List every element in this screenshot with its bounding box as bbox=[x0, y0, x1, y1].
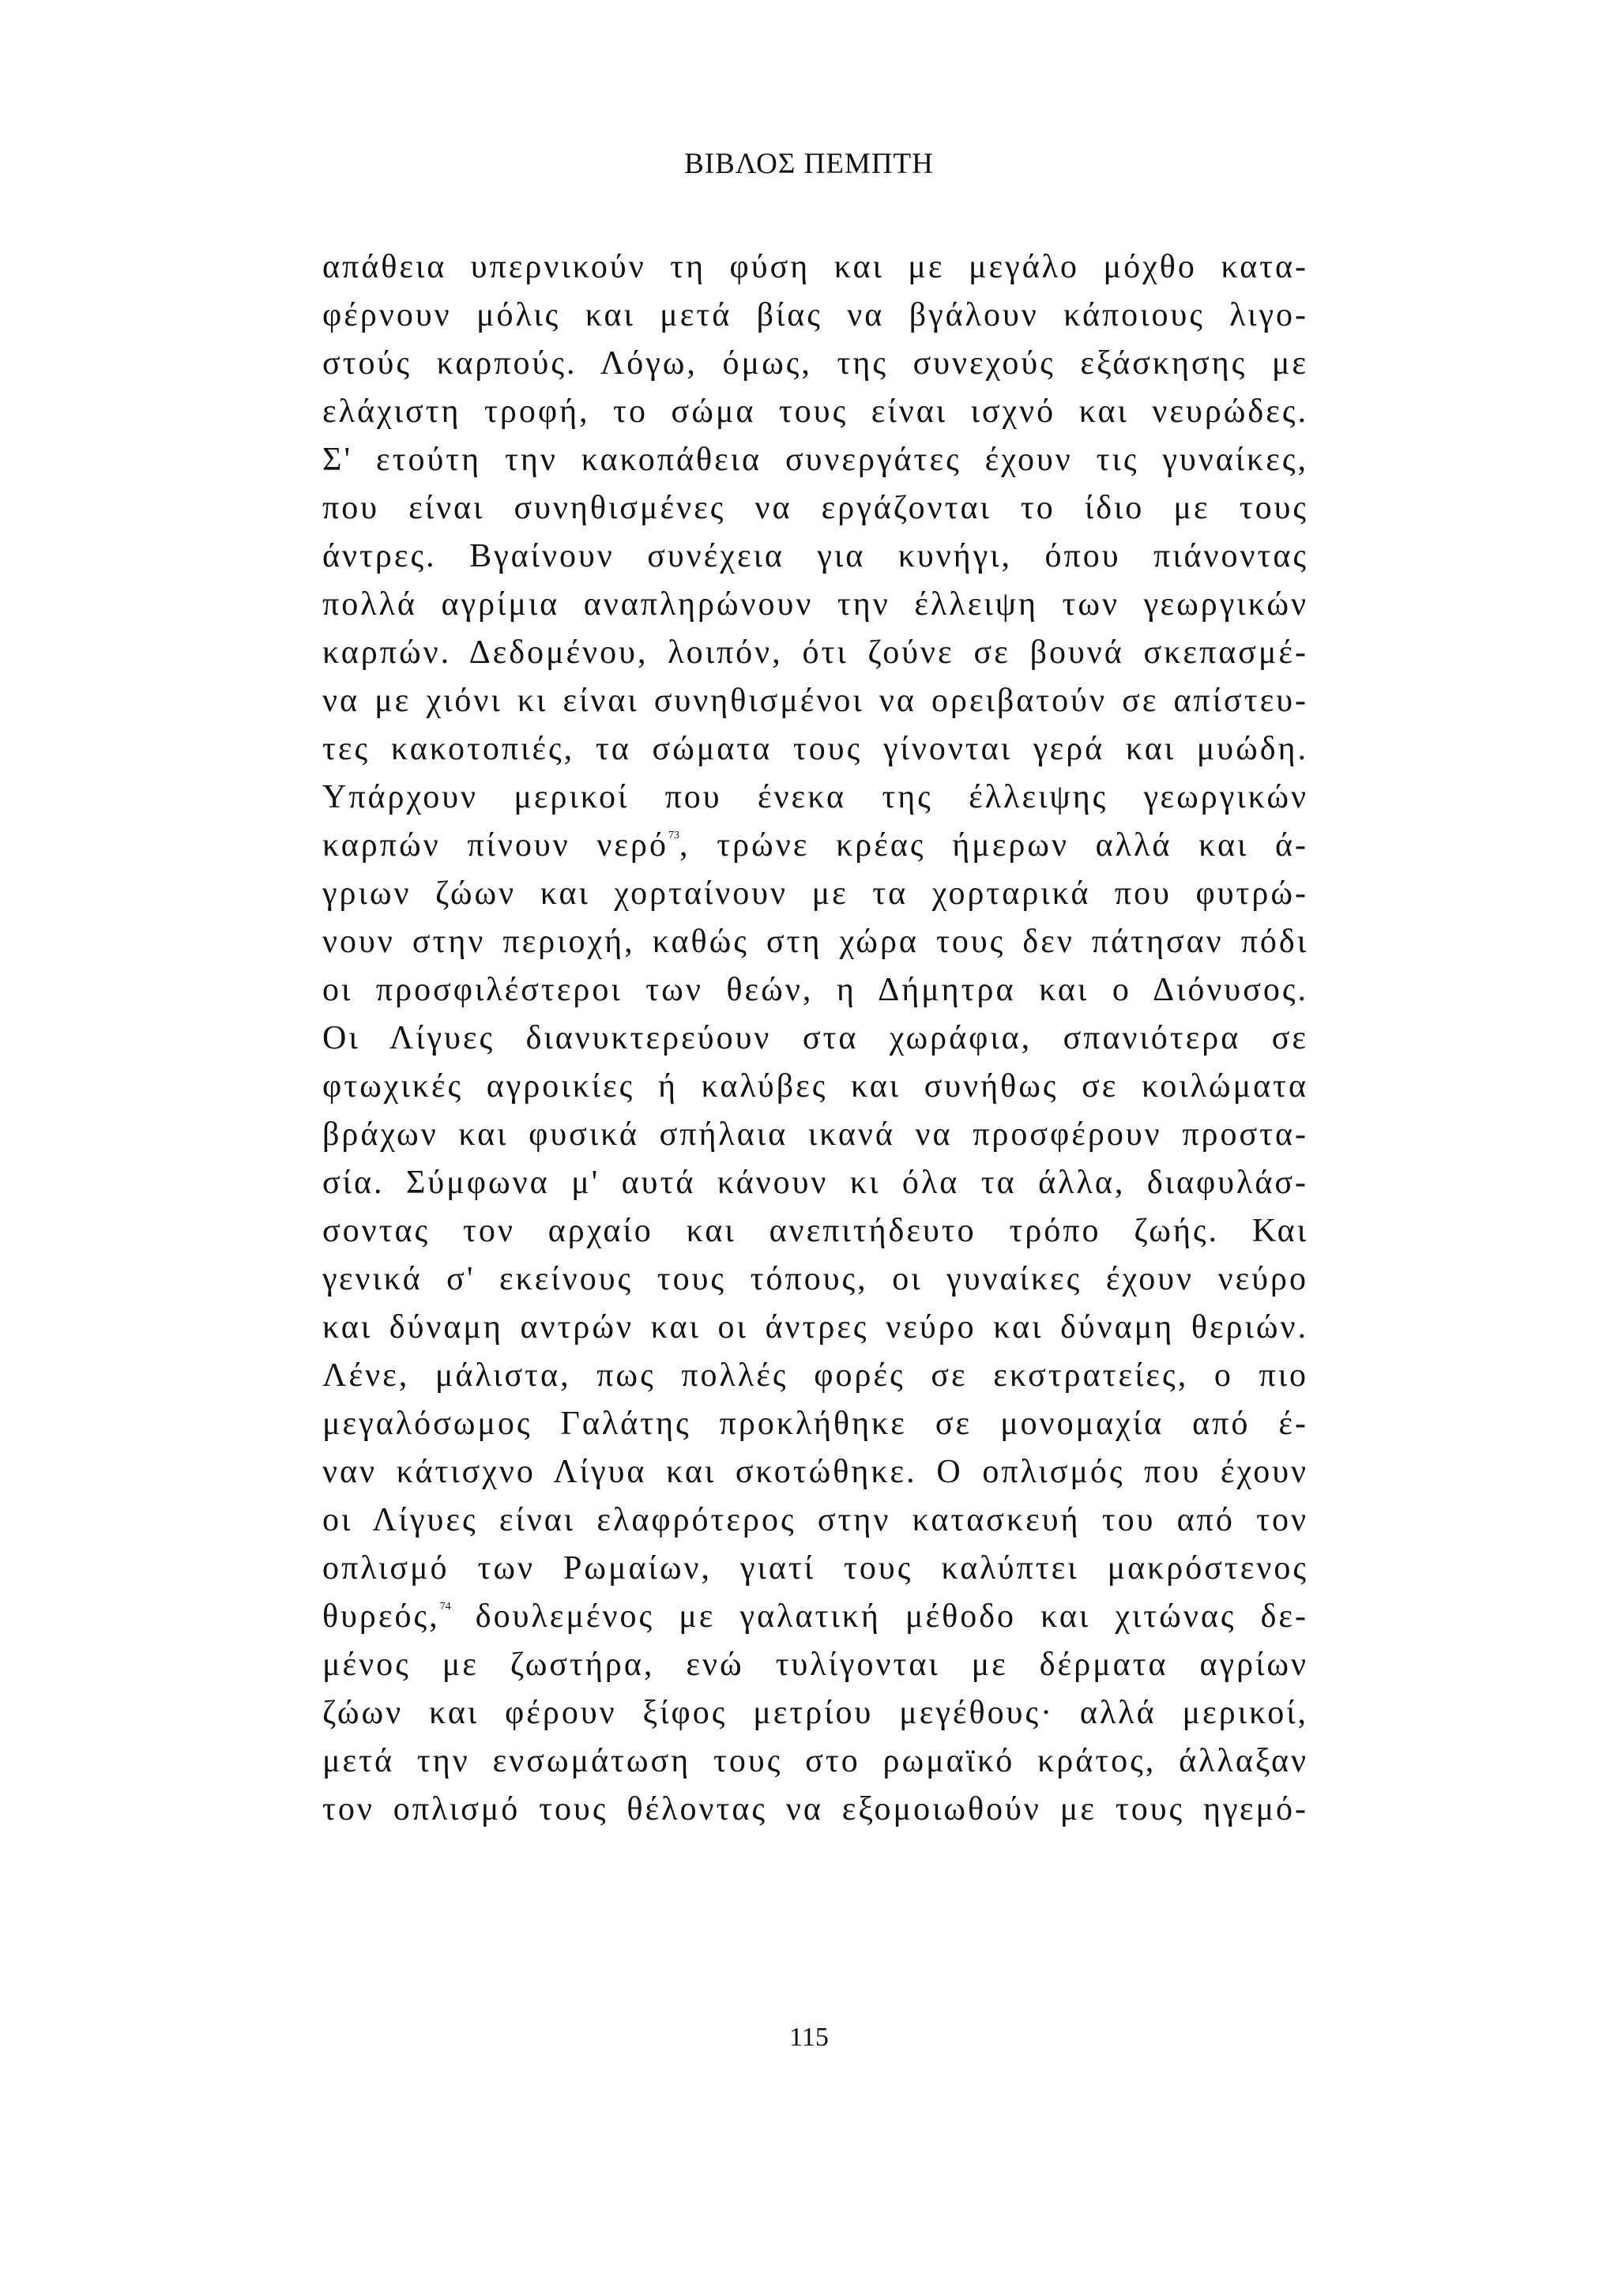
text-line: απάθεια υπερνικούν τη φύση και με μεγάλο μόχθο κατα- bbox=[322, 249, 1308, 285]
text-line: στούς καρπούς. Λόγω, όμως, της συνεχούς εξάσκησης με bbox=[322, 345, 1308, 382]
text-line: και δύναμη αντρών και οι άντρες νεύρο και δύναμη θεριών. bbox=[322, 1309, 1308, 1346]
text-line: γενικά σ' εκείνους τους τόπους, οι γυναίκες έχουν νεύρο bbox=[322, 1261, 1308, 1297]
page-number: 115 bbox=[789, 2023, 829, 2052]
text-line: Σ' ετούτη την κακοπάθεια συνεργάτες έχουν τις γυναίκες, bbox=[322, 442, 1308, 478]
text-line: νουν στην περιοχή, καθώς στη χώρα τους δεν πάτησαν πόδι bbox=[322, 924, 1308, 960]
text-line: ζώων και φέρουν ξίφος μετρίου μεγέθους· αλλά μερικοί, bbox=[322, 1695, 1308, 1731]
text-line: οι Λίγυες είναι ελαφρότερος στην κατασκευή του από τον bbox=[322, 1502, 1308, 1538]
text-line: που είναι συνηθισμένες να εργάζονται το ίδιο με τους bbox=[322, 490, 1308, 526]
text-line: σία. Σύμφωνα μ' αυτά κάνουν κι όλα τα άλλα, διαφυλάσ- bbox=[322, 1165, 1308, 1201]
text-line: μετά την ενσωμάτωση τους στο ρωμαϊκό κράτος, άλλαξαν bbox=[322, 1743, 1308, 1779]
text-line: Οι Λίγυες διανυκτερεύουν στα χωράφια, σπανιότερα σε bbox=[322, 1020, 1308, 1056]
footnote-marker: 74 bbox=[439, 1601, 451, 1613]
text-line: τον οπλισμό τους θέλοντας να εξομοιωθούν με τους ηγεμό- bbox=[322, 1791, 1308, 1827]
text-line: φέρνουν μόλις και μετά βίας να βγάλουν κάποιους λιγο- bbox=[322, 297, 1308, 333]
text-line: ναν κάτισχνο Λίγυα και σκοτώθηκε. Ο οπλισμός που έχουν bbox=[322, 1454, 1308, 1490]
text-line: γριων ζώων και χορταίνουν με τα χορταρικά που φυτρώ- bbox=[322, 875, 1308, 912]
text-line: σοντας τον αρχαίο και ανεπιτήδευτο τρόπο ζωής. Και bbox=[322, 1213, 1308, 1249]
text-line: φτωχικές αγροικίες ή καλύβες και συνήθως σε κοιλώματα bbox=[322, 1068, 1308, 1105]
text-line-segment: , τρώνε κρέας ήμερων αλλά και ά- bbox=[679, 827, 1309, 864]
body-text bbox=[322, 243, 1308, 1834]
running-head: ΒΙΒΛΟΣ ΠΕΜΠΤΗ bbox=[684, 148, 934, 180]
text-line: να με χιόνι κι είναι συνηθισμένοι να ορειβατούν σε απίστευ- bbox=[322, 683, 1308, 719]
text-line: πολλά αγρίμια αναπληρώνουν την έλλειψη των γεωργικών bbox=[322, 586, 1308, 623]
footnote-marker: 73 bbox=[668, 830, 679, 841]
text-line: μεγαλόσωμος Γαλάτης προκλήθηκε σε μονομαχία από έ- bbox=[322, 1406, 1308, 1442]
text-line bbox=[322, 1593, 1308, 1641]
text-line bbox=[322, 822, 1308, 870]
text-line-segment: καρπών πίνουν νερό bbox=[322, 827, 668, 864]
text-line: βράχων και φυσικά σπήλαια ικανά να προσφέρουν προστα- bbox=[322, 1116, 1308, 1153]
text-line: ελάχιστη τροφή, το σώμα τους είναι ισχνό και νευρώδες. bbox=[322, 393, 1308, 430]
text-line-segment: θυρεός, bbox=[322, 1598, 440, 1635]
text-line: Υπάρχουν μερικοί που ένεκα της έλλειψης γεωργικών bbox=[322, 779, 1308, 815]
text-line: καρπών. Δεδομένου, λοιπόν, ότι ζούνε σε βουνά σκεπασμέ- bbox=[322, 634, 1308, 671]
text-line-segment: δουλεμένος με γαλατική μέθοδο και χιτώνας δε- bbox=[450, 1598, 1308, 1635]
text-line: τες κακοτοπιές, τα σώματα τους γίνονται γερά και μυώδη. bbox=[322, 731, 1308, 767]
text-line: Λένε, μάλιστα, πως πολλές φορές σε εκστρατείες, ο πιο bbox=[322, 1357, 1308, 1394]
text-line: άντρες. Βγαίνουν συνέχεια για κυνήγι, όπου πιάνοντας bbox=[322, 538, 1308, 574]
text-line: οι προσφιλέστεροι των θεών, η Δήμητρα και ο Διόνυσος. bbox=[322, 972, 1308, 1008]
text-line: μένος με ζωστήρα, ενώ τυλίγονται με δέρματα αγρίων bbox=[322, 1647, 1308, 1683]
text-line: οπλισμό των Ρωμαίων, γιατί τους καλύπτει μακρόστενος bbox=[322, 1550, 1308, 1586]
